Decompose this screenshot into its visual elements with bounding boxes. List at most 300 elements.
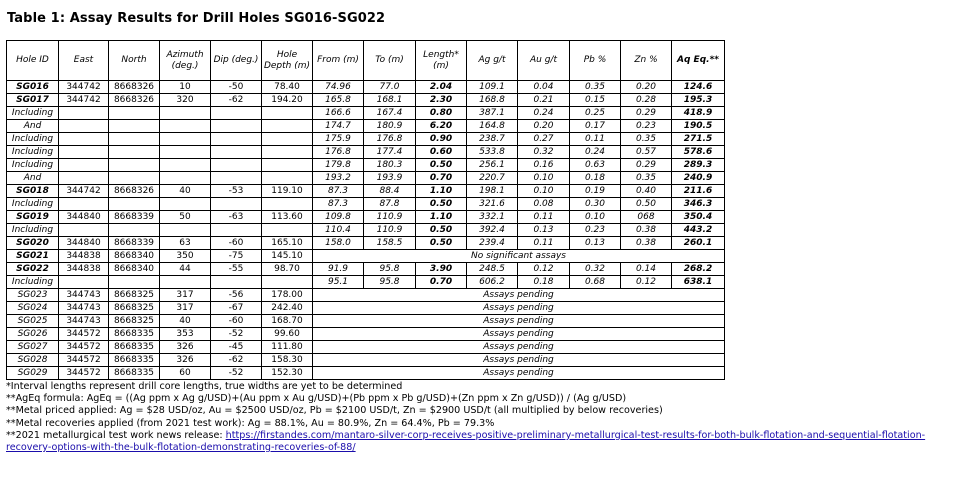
- cell-east: 344572: [59, 341, 109, 354]
- cell-to: 88.4: [364, 185, 416, 198]
- cell-pb: 0.35: [570, 81, 621, 94]
- cell-zn: 0.29: [621, 159, 672, 172]
- cell-au: 0.21: [518, 94, 570, 107]
- table-row: [7, 146, 725, 159]
- cell-ageq: 190.5: [672, 120, 725, 133]
- cell-azimuth: 353: [160, 328, 211, 341]
- cell-east: [59, 107, 109, 120]
- cell-ageq: 195.3: [672, 94, 725, 107]
- cell-pb: 0.15: [570, 94, 621, 107]
- col-header-to: To (m): [364, 41, 416, 81]
- cell-status-note: Assays pending: [313, 367, 725, 380]
- cell-dip: [211, 172, 262, 185]
- cell-au: 0.18: [518, 276, 570, 289]
- header-row: [7, 41, 725, 81]
- cell-ag: 109.1: [467, 81, 518, 94]
- cell-north: 8668339: [109, 211, 160, 224]
- cell-au: 0.10: [518, 185, 570, 198]
- cell-au: 0.13: [518, 224, 570, 237]
- cell-ag: 533.8: [467, 146, 518, 159]
- cell-north: 8668325: [109, 302, 160, 315]
- cell-pb: 0.19: [570, 185, 621, 198]
- table-row: [7, 263, 725, 276]
- cell-hole: And: [7, 120, 59, 133]
- cell-zn: 0.23: [621, 120, 672, 133]
- col-header-from: From (m): [313, 41, 364, 81]
- cell-hole: SG023: [7, 289, 59, 302]
- cell-hole: Including: [7, 276, 59, 289]
- cell-dip: [211, 198, 262, 211]
- cell-hole: SG028: [7, 354, 59, 367]
- cell-length: 0.70: [416, 276, 467, 289]
- cell-au: 0.27: [518, 133, 570, 146]
- cell-depth: 178.00: [262, 289, 313, 302]
- cell-north: 8668339: [109, 237, 160, 250]
- cell-hole: SG027: [7, 341, 59, 354]
- cell-zn: 068: [621, 211, 672, 224]
- table-row: [7, 185, 725, 198]
- cell-pb: 0.17: [570, 120, 621, 133]
- cell-east: 344838: [59, 250, 109, 263]
- cell-hole: Including: [7, 107, 59, 120]
- cell-dip: -62: [211, 354, 262, 367]
- cell-north: [109, 276, 160, 289]
- cell-ag: 332.1: [467, 211, 518, 224]
- cell-zn: 0.20: [621, 81, 672, 94]
- cell-zn: 0.38: [621, 224, 672, 237]
- cell-status-note: Assays pending: [313, 289, 725, 302]
- table-header: [7, 41, 725, 81]
- cell-ageq: 268.2: [672, 263, 725, 276]
- table-row: [7, 289, 725, 302]
- cell-zn: 0.29: [621, 107, 672, 120]
- cell-east: 344742: [59, 81, 109, 94]
- cell-ag: 256.1: [467, 159, 518, 172]
- cell-au: 0.11: [518, 211, 570, 224]
- cell-east: 344742: [59, 185, 109, 198]
- cell-ag: 248.5: [467, 263, 518, 276]
- table-row: [7, 328, 725, 341]
- cell-east: 344743: [59, 302, 109, 315]
- cell-dip: -75: [211, 250, 262, 263]
- cell-east: 344742: [59, 94, 109, 107]
- cell-from: 110.4: [313, 224, 364, 237]
- cell-east: [59, 133, 109, 146]
- cell-azimuth: [160, 107, 211, 120]
- cell-azimuth: 317: [160, 302, 211, 315]
- cell-north: 8668325: [109, 289, 160, 302]
- cell-pb: 0.13: [570, 237, 621, 250]
- cell-from: 87.3: [313, 185, 364, 198]
- cell-depth: 165.10: [262, 237, 313, 250]
- cell-from: 109.8: [313, 211, 364, 224]
- cell-depth: [262, 159, 313, 172]
- cell-status-note: No significant assays: [313, 250, 725, 263]
- table-row: [7, 81, 725, 94]
- col-header-length: Length* (m): [416, 41, 467, 81]
- table-row: [7, 341, 725, 354]
- cell-length: 0.50: [416, 237, 467, 250]
- cell-length: 2.04: [416, 81, 467, 94]
- cell-to: 95.8: [364, 276, 416, 289]
- cell-east: 344572: [59, 328, 109, 341]
- cell-from: 175.9: [313, 133, 364, 146]
- cell-au: 0.12: [518, 263, 570, 276]
- cell-north: 8668340: [109, 250, 160, 263]
- cell-ag: 164.8: [467, 120, 518, 133]
- cell-hole: SG022: [7, 263, 59, 276]
- cell-zn: 0.14: [621, 263, 672, 276]
- cell-length: 0.80: [416, 107, 467, 120]
- cell-east: 344572: [59, 354, 109, 367]
- cell-ag: 220.7: [467, 172, 518, 185]
- cell-dip: -63: [211, 211, 262, 224]
- cell-ag: 387.1: [467, 107, 518, 120]
- cell-length: 3.90: [416, 263, 467, 276]
- cell-north: [109, 120, 160, 133]
- cell-north: [109, 224, 160, 237]
- cell-north: [109, 198, 160, 211]
- col-header-depth: Hole Depth (m): [262, 41, 313, 81]
- cell-au: 0.16: [518, 159, 570, 172]
- cell-azimuth: [160, 159, 211, 172]
- cell-ag: 606.2: [467, 276, 518, 289]
- cell-zn: 0.40: [621, 185, 672, 198]
- cell-au: 0.20: [518, 120, 570, 133]
- cell-azimuth: 10: [160, 81, 211, 94]
- table-row: [7, 302, 725, 315]
- table-body: [7, 81, 725, 380]
- cell-status-note: Assays pending: [313, 328, 725, 341]
- table-row: [7, 237, 725, 250]
- footnote-ageq-formula: **AgEq formula: AgEq = ((Ag ppm x Ag g/USD)+(Au ppm x Au g/USD)+(Pb ppm x Pb g/USD)+(Zn ppm x Zn g/USD)) / (Ag g/USD): [6, 393, 627, 405]
- cell-depth: 113.60: [262, 211, 313, 224]
- cell-north: 8668325: [109, 315, 160, 328]
- cell-length: 0.50: [416, 159, 467, 172]
- cell-length: 6.20: [416, 120, 467, 133]
- cell-pb: 0.63: [570, 159, 621, 172]
- cell-azimuth: 317: [160, 289, 211, 302]
- cell-hole: Including: [7, 224, 59, 237]
- cell-to: 95.8: [364, 263, 416, 276]
- table-row: [7, 367, 725, 380]
- cell-hole: SG017: [7, 94, 59, 107]
- cell-to: 158.5: [364, 237, 416, 250]
- cell-north: 8668326: [109, 185, 160, 198]
- cell-pb: 0.32: [570, 263, 621, 276]
- cell-azimuth: 40: [160, 315, 211, 328]
- cell-dip: [211, 224, 262, 237]
- cell-dip: [211, 107, 262, 120]
- cell-ageq: 211.6: [672, 185, 725, 198]
- table-row: [7, 133, 725, 146]
- cell-zn: 0.57: [621, 146, 672, 159]
- cell-dip: [211, 159, 262, 172]
- cell-depth: [262, 146, 313, 159]
- cell-zn: 0.38: [621, 237, 672, 250]
- cell-hole: SG016: [7, 81, 59, 94]
- assay-table: [6, 40, 725, 380]
- col-header-dip: Dip (deg.): [211, 41, 262, 81]
- table-row: [7, 198, 725, 211]
- table-row: [7, 315, 725, 328]
- table-row: [7, 224, 725, 237]
- cell-depth: 119.10: [262, 185, 313, 198]
- cell-azimuth: [160, 120, 211, 133]
- cell-hole: SG018: [7, 185, 59, 198]
- cell-hole: Including: [7, 159, 59, 172]
- cell-north: 8668335: [109, 341, 160, 354]
- cell-east: [59, 120, 109, 133]
- cell-depth: 145.10: [262, 250, 313, 263]
- cell-east: 344572: [59, 367, 109, 380]
- cell-ageq: 638.1: [672, 276, 725, 289]
- footnote-interval: *Interval lengths represent drill core lengths, true widths are yet to be determined: [6, 381, 403, 392]
- cell-length: 0.50: [416, 198, 467, 211]
- cell-east: 344743: [59, 315, 109, 328]
- cell-au: 0.08: [518, 198, 570, 211]
- cell-pb: 0.23: [570, 224, 621, 237]
- cell-ag: 168.8: [467, 94, 518, 107]
- cell-hole: SG025: [7, 315, 59, 328]
- cell-length: 0.60: [416, 146, 467, 159]
- cell-ageq: 260.1: [672, 237, 725, 250]
- cell-zn: 0.50: [621, 198, 672, 211]
- cell-from: 87.3: [313, 198, 364, 211]
- cell-depth: [262, 276, 313, 289]
- cell-to: 193.9: [364, 172, 416, 185]
- cell-north: 8668335: [109, 354, 160, 367]
- cell-ag: 239.4: [467, 237, 518, 250]
- cell-length: 1.10: [416, 185, 467, 198]
- cell-dip: [211, 146, 262, 159]
- col-header-hole: Hole ID: [7, 41, 59, 81]
- cell-east: [59, 198, 109, 211]
- cell-status-note: Assays pending: [313, 354, 725, 367]
- cell-azimuth: [160, 133, 211, 146]
- cell-azimuth: 40: [160, 185, 211, 198]
- cell-depth: [262, 133, 313, 146]
- cell-from: 74.96: [313, 81, 364, 94]
- cell-north: 8668335: [109, 328, 160, 341]
- cell-au: 0.24: [518, 107, 570, 120]
- cell-zn: 0.35: [621, 172, 672, 185]
- footnote-recoveries: **Metal recoveries applied (from 2021 test work): Ag = 88.1%, Au = 80.9%, Zn = 64.4%, Pb = 79.3%: [6, 417, 495, 429]
- cell-hole: Including: [7, 198, 59, 211]
- cell-from: 174.7: [313, 120, 364, 133]
- cell-length: 1.10: [416, 211, 467, 224]
- cell-zn: 0.28: [621, 94, 672, 107]
- cell-azimuth: 60: [160, 367, 211, 380]
- cell-north: [109, 107, 160, 120]
- table-row: [7, 250, 725, 263]
- cell-status-note: Assays pending: [313, 302, 725, 315]
- cell-north: 8668326: [109, 81, 160, 94]
- cell-hole: SG019: [7, 211, 59, 224]
- cell-zn: 0.12: [621, 276, 672, 289]
- cell-from: 158.0: [313, 237, 364, 250]
- col-header-north: North: [109, 41, 160, 81]
- cell-pb: 0.30: [570, 198, 621, 211]
- cell-ageq: 443.2: [672, 224, 725, 237]
- cell-depth: [262, 107, 313, 120]
- cell-depth: 194.20: [262, 94, 313, 107]
- cell-ageq: 350.4: [672, 211, 725, 224]
- cell-azimuth: [160, 198, 211, 211]
- cell-azimuth: 63: [160, 237, 211, 250]
- cell-east: [59, 159, 109, 172]
- cell-east: 344840: [59, 237, 109, 250]
- cell-ageq: 578.6: [672, 146, 725, 159]
- table-row: [7, 211, 725, 224]
- cell-dip: -52: [211, 328, 262, 341]
- cell-azimuth: 44: [160, 263, 211, 276]
- cell-ageq: 124.6: [672, 81, 725, 94]
- cell-depth: [262, 120, 313, 133]
- cell-north: 8668335: [109, 367, 160, 380]
- cell-from: 176.8: [313, 146, 364, 159]
- release-label: **2021 metallurgical test work news release:: [6, 429, 226, 441]
- cell-length: 0.70: [416, 172, 467, 185]
- cell-pb: 0.18: [570, 172, 621, 185]
- cell-au: 0.11: [518, 237, 570, 250]
- cell-from: 179.8: [313, 159, 364, 172]
- release-link[interactable]: https://firstandes.com/mantaro-silver-corp-receives-positive-preliminary-metallurgical-test-results-for-both-bulk-flotation-and-sequential-flotation-recovery-options-with-the-bulk-flotation-demonstrating-recoveries-of-88/: [6, 429, 926, 454]
- cell-dip: -53: [211, 185, 262, 198]
- cell-to: 167.4: [364, 107, 416, 120]
- cell-ag: 238.7: [467, 133, 518, 146]
- cell-ageq: 240.9: [672, 172, 725, 185]
- table-row: [7, 94, 725, 107]
- cell-pb: 0.11: [570, 133, 621, 146]
- cell-to: 168.1: [364, 94, 416, 107]
- cell-hole: Including: [7, 146, 59, 159]
- cell-to: 77.0: [364, 81, 416, 94]
- cell-dip: -60: [211, 237, 262, 250]
- cell-ageq: 418.9: [672, 107, 725, 120]
- cell-ageq: 289.3: [672, 159, 725, 172]
- cell-azimuth: 320: [160, 94, 211, 107]
- cell-status-note: Assays pending: [313, 315, 725, 328]
- cell-from: 166.6: [313, 107, 364, 120]
- cell-hole: SG029: [7, 367, 59, 380]
- table-row: [7, 120, 725, 133]
- cell-north: [109, 133, 160, 146]
- cell-depth: [262, 172, 313, 185]
- cell-hole: Including: [7, 133, 59, 146]
- cell-north: [109, 172, 160, 185]
- cell-ageq: 271.5: [672, 133, 725, 146]
- cell-dip: -60: [211, 315, 262, 328]
- cell-hole: SG024: [7, 302, 59, 315]
- cell-to: 110.9: [364, 211, 416, 224]
- cell-depth: [262, 224, 313, 237]
- cell-azimuth: 350: [160, 250, 211, 263]
- cell-to: 110.9: [364, 224, 416, 237]
- cell-length: 0.50: [416, 224, 467, 237]
- table-title: Table 1: Assay Results for Drill Holes SG016-SG022: [7, 11, 386, 26]
- cell-ag: 321.6: [467, 198, 518, 211]
- cell-dip: -45: [211, 341, 262, 354]
- cell-azimuth: [160, 276, 211, 289]
- table-row: [7, 159, 725, 172]
- footnote-metal-prices: **Metal priced applied: Ag = $28 USD/oz, Au = $2500 USD/oz, Pb = $2100 USD/t, Zn = $2900 USD/t (all multiplied by below recoveries): [6, 405, 663, 417]
- cell-east: [59, 146, 109, 159]
- cell-east: 344838: [59, 263, 109, 276]
- cell-depth: 78.40: [262, 81, 313, 94]
- cell-dip: -67: [211, 302, 262, 315]
- cell-depth: 98.70: [262, 263, 313, 276]
- cell-zn: 0.35: [621, 133, 672, 146]
- cell-dip: -62: [211, 94, 262, 107]
- cell-east: [59, 172, 109, 185]
- cell-east: [59, 224, 109, 237]
- cell-azimuth: 326: [160, 341, 211, 354]
- cell-east: 344840: [59, 211, 109, 224]
- cell-hole: SG021: [7, 250, 59, 263]
- cell-from: 193.2: [313, 172, 364, 185]
- cell-from: 91.9: [313, 263, 364, 276]
- cell-au: 0.10: [518, 172, 570, 185]
- table-row: [7, 107, 725, 120]
- cell-ag: 392.4: [467, 224, 518, 237]
- footnotes: [6, 381, 946, 454]
- cell-hole: SG020: [7, 237, 59, 250]
- cell-north: [109, 159, 160, 172]
- cell-depth: 152.30: [262, 367, 313, 380]
- cell-dip: -55: [211, 263, 262, 276]
- cell-dip: -56: [211, 289, 262, 302]
- cell-from: 165.8: [313, 94, 364, 107]
- cell-east: [59, 276, 109, 289]
- cell-pb: 0.10: [570, 211, 621, 224]
- cell-au: 0.32: [518, 146, 570, 159]
- cell-depth: 158.30: [262, 354, 313, 367]
- cell-dip: [211, 133, 262, 146]
- cell-depth: 242.40: [262, 302, 313, 315]
- cell-depth: 168.70: [262, 315, 313, 328]
- cell-azimuth: [160, 224, 211, 237]
- cell-azimuth: 50: [160, 211, 211, 224]
- cell-to: 176.8: [364, 133, 416, 146]
- cell-au: 0.04: [518, 81, 570, 94]
- table-row: [7, 354, 725, 367]
- cell-to: 180.9: [364, 120, 416, 133]
- cell-dip: [211, 276, 262, 289]
- cell-hole: SG026: [7, 328, 59, 341]
- cell-dip: -52: [211, 367, 262, 380]
- cell-length: 2.30: [416, 94, 467, 107]
- cell-east: 344743: [59, 289, 109, 302]
- col-header-pb: Pb %: [570, 41, 621, 81]
- cell-azimuth: [160, 146, 211, 159]
- cell-pb: 0.25: [570, 107, 621, 120]
- col-header-azimuth: Azimuth (deg.): [160, 41, 211, 81]
- cell-depth: 99.60: [262, 328, 313, 341]
- cell-to: 87.8: [364, 198, 416, 211]
- cell-ag: 198.1: [467, 185, 518, 198]
- cell-to: 177.4: [364, 146, 416, 159]
- cell-north: [109, 146, 160, 159]
- cell-hole: And: [7, 172, 59, 185]
- cell-length: 0.90: [416, 133, 467, 146]
- cell-to: 180.3: [364, 159, 416, 172]
- cell-north: 8668340: [109, 263, 160, 276]
- col-header-zn: Zn %: [621, 41, 672, 81]
- footnote-release: [6, 430, 946, 454]
- col-header-ageq: Aq Eq.**: [672, 41, 725, 81]
- cell-pb: 0.24: [570, 146, 621, 159]
